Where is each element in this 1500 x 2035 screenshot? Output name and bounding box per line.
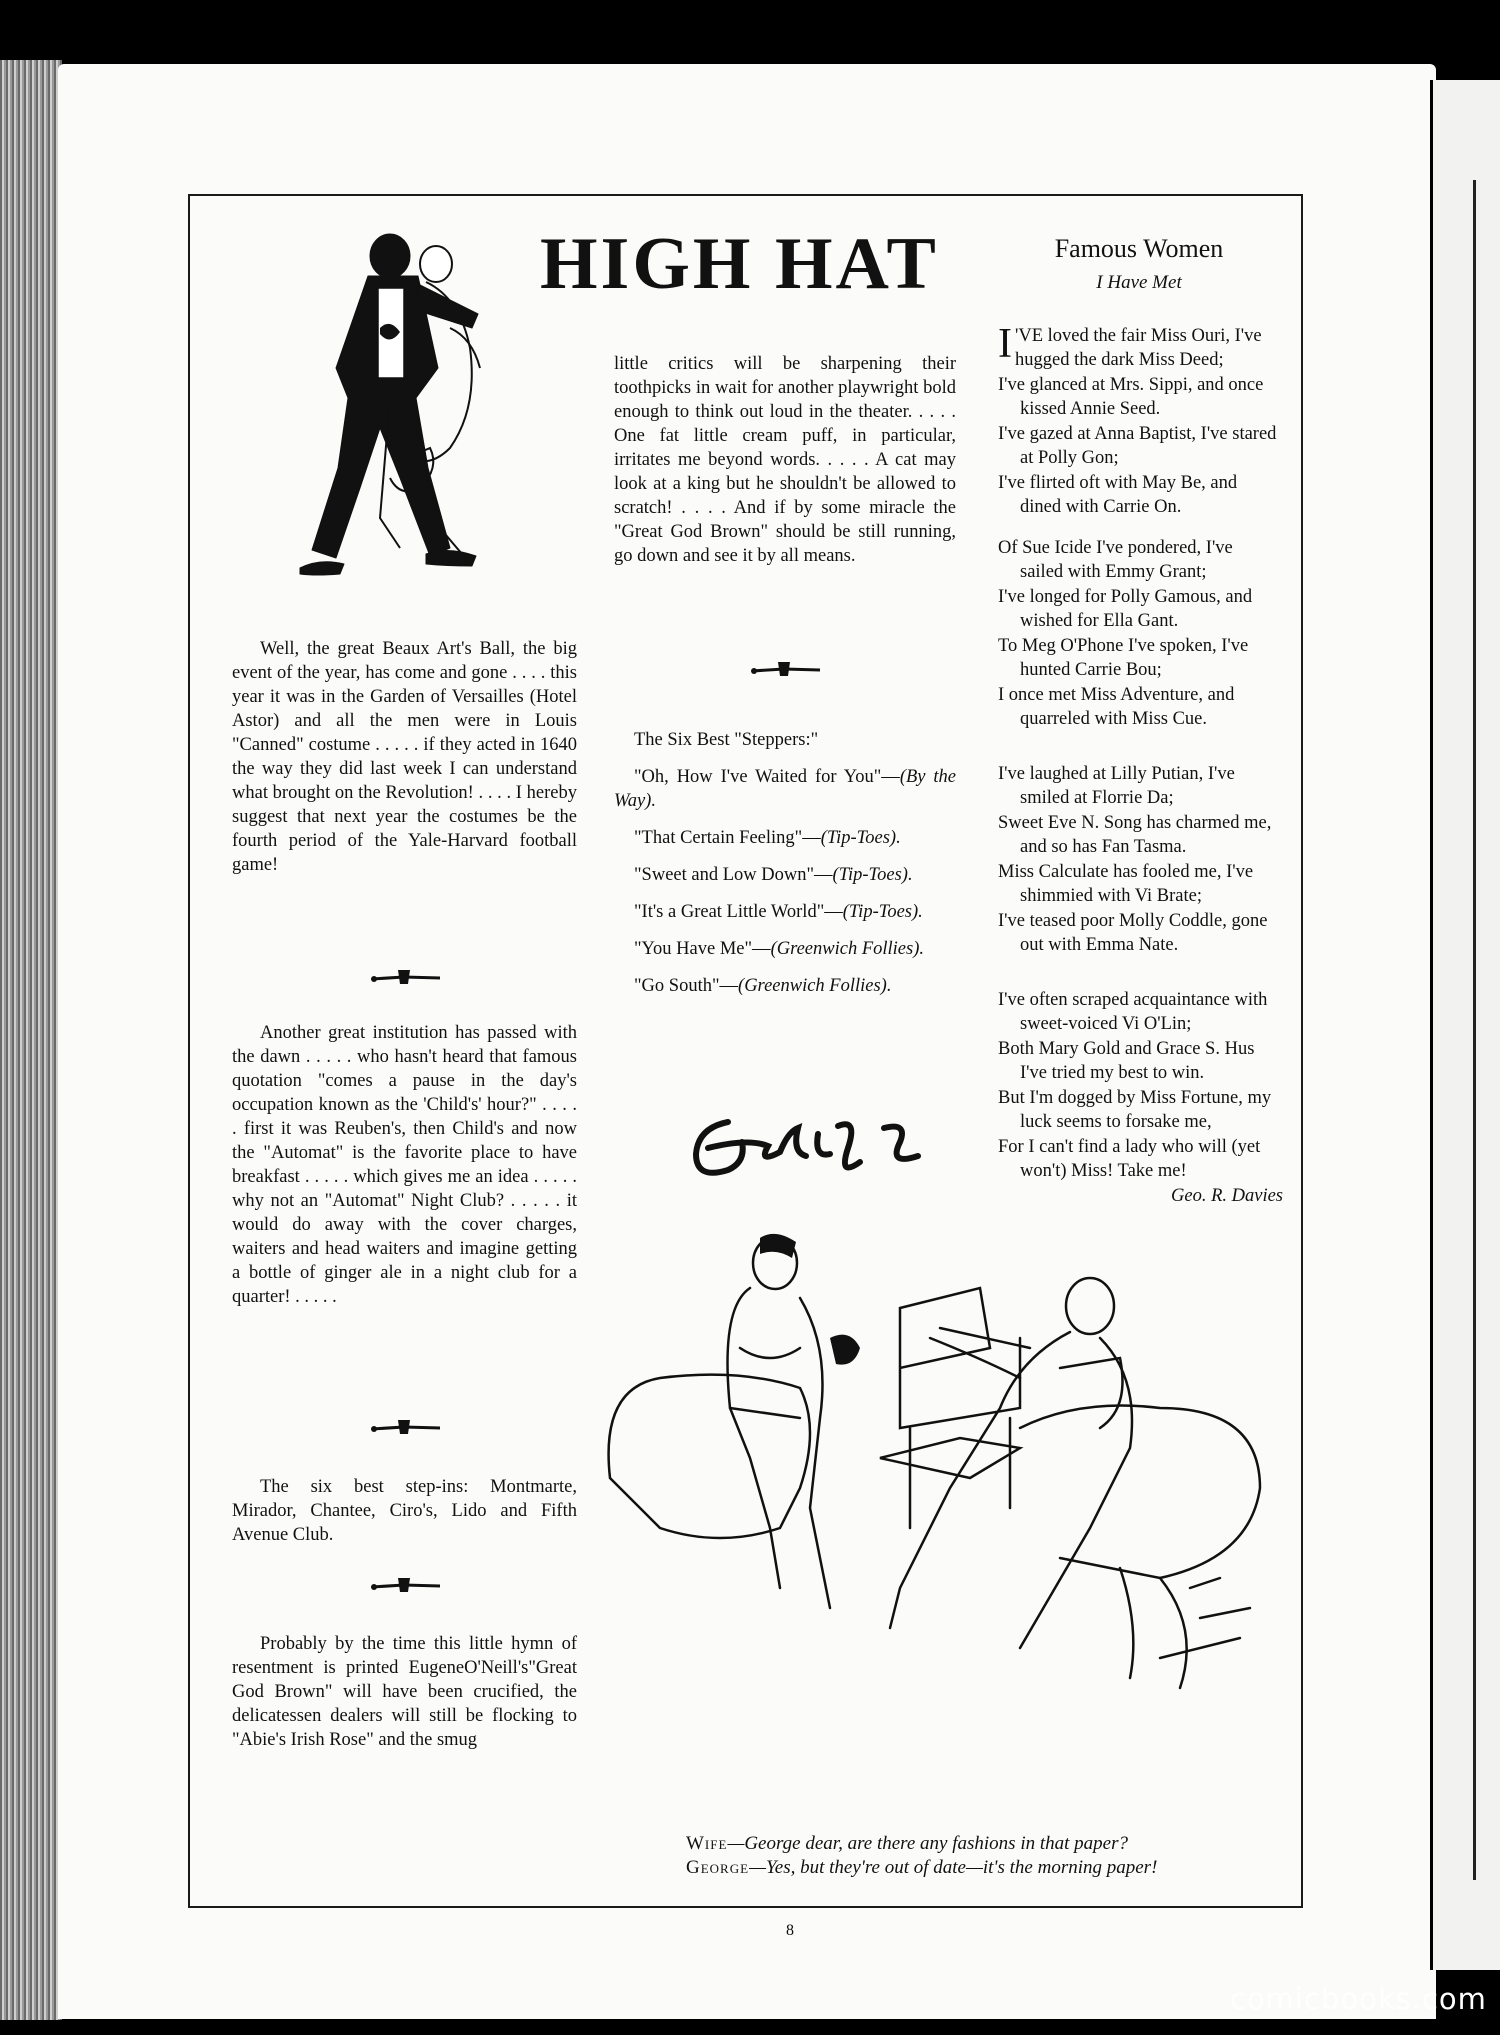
steppers-list xyxy=(614,728,956,998)
book-page-edges xyxy=(0,60,62,2020)
dancing-couple-illustration xyxy=(240,218,540,588)
ornament-divider-icon xyxy=(370,1576,442,1594)
paragraph-continuation: little critics will be sharpening their toothpicks in wait for another playwright bold enough to think out loud in the theater. . . . . One fat little cream puff, in particular, irritates me beyond words. . . . . A cat may look at a king but he shouldn't be allowed to scratch! . . . . And if by some miracle the "Great God Brown" should be still running, go down and see it by all means. xyxy=(614,354,956,566)
list-item: "You Have Me"—(Greenwich Follies). xyxy=(634,939,925,959)
page-title: HIGH HAT xyxy=(540,223,939,305)
ornament-divider-icon xyxy=(370,968,442,986)
list-item: "That Certain Feeling"—(Tip-Toes). xyxy=(634,828,901,848)
drop-cap: I xyxy=(998,321,1012,367)
cartoon-caption-line-2: George—Yes, but they're out of date—it's the morning paper! xyxy=(686,1857,1158,1878)
poem-subtitle: I Have Met xyxy=(1096,272,1182,293)
list-item: "It's a Great Little World"—(Tip-Toes). xyxy=(634,902,923,922)
paragraph-automat: Another great institution has passed with the dawn . . . . . who hasn't heard that famous quotation "comes a pause in the day's occupation known as the 'Child's' hour?" . . . . . first it was Reuben's, then Child's and now the "Automat" is the favorite place to have breakfast . . . . . which gives me an idea . . . . . why not an "Automat" Night Club? . . . . . it would do away with the cover charges, waiters and head waiters and imagine getting a bottle of ginger ale in a night club for a quarter! . . . . . xyxy=(232,1023,577,1307)
poem-stanza-1: I 'VE loved the fair Miss Ouri, I've hugged the dark Miss Deed; I've glanced at Mrs. Sippi, and once kissed Annie Seed. I've gazed at Anna Baptist, I've stared at Polly Gon; I've flirted oft with May Be, and dined with Carrie On. xyxy=(998,321,1277,517)
paragraph-step-ins: The six best step-ins: Montmarte, Mirador, Chantee, Ciro's, Lido and Fifth Avenue Club. xyxy=(232,1477,577,1545)
list-item: "Go South"—(Greenwich Follies). xyxy=(634,976,892,996)
poem-stanza-3: I've laughed at Lilly Putian, I've smiled at Florrie Da; Sweet Eve N. Song has charmed me, and so has Fan Tasma. Miss Calculate has fooled me, I've shimmied with Vi Brate; I've teased poor Molly Coddle, gone out with Emma Nate. xyxy=(998,764,1272,955)
paragraph-great-god-brown: Probably by the time this little hymn of resentment is printed EugeneO'Neill's"Great God Brown" will have been crucified, the delicatessen dealers will still be flocking to "Abie's Irish Rose" and the smug xyxy=(232,1634,577,1750)
poem-stanza-2: Of Sue Icide I've pondered, I've sailed with Emmy Grant; I've longed for Polly Gamous, and wished for Ella Gant. To Meg O'Phone I've spoken, I've hunted Carrie Bou; I once met Miss Adventure, and quarreled with Miss Cue. xyxy=(998,538,1253,729)
couple-cartoon-illustration xyxy=(600,1228,1280,1698)
adjacent-page xyxy=(1430,80,1500,1970)
list-item: "Sweet and Low Down"—(Tip-Toes). xyxy=(634,865,913,885)
cartoon-caption-line-1: Wife—George dear, are there any fashions in that paper? xyxy=(686,1833,1128,1854)
page-number: 8 xyxy=(786,1922,794,1939)
steppers-heading: The Six Best "Steppers:" xyxy=(634,730,819,750)
column-two xyxy=(614,352,956,568)
watermark: comicbooks.com xyxy=(1230,1982,1487,2016)
poem-stanza-4: I've often scraped acquaintance with sweet-voiced Vi O'Lin; Both Mary Gold and Grace S. Hus I've tried my best to win. But I'm dogged by Miss Fortune, my luck seems to forsake me, For I can't find a lady who will (yet won't) Miss! Take me! xyxy=(998,990,1272,1181)
column-one-step-ins xyxy=(232,1475,577,1547)
paragraph-beaux-arts: Well, the great Beaux Art's Ball, the big event of the year, has come and gone . . . . this year it was in the Garden of Versailles (Hotel Astor) and all the men were in Louis "Canned" costume . . . . . if they acted in 1640 the way they did last week I can understand what brought on the Revolution! . . . . I hereby suggest that next year the costumes be the fourth period of the Yale-Harvard football game! xyxy=(232,639,577,875)
column-one-automat xyxy=(232,1021,577,1309)
column-one-great-god-brown xyxy=(232,1632,577,1752)
ornament-divider-icon xyxy=(750,660,822,678)
poem-title: Famous Women xyxy=(1054,234,1224,263)
poem-author: Geo. R. Davies xyxy=(1171,1186,1283,1206)
signature xyxy=(688,1108,938,1188)
ornament-divider-icon xyxy=(370,1418,442,1436)
column-one xyxy=(232,637,577,877)
list-item: "Oh, How I've Waited for You"—(By the Way). xyxy=(614,767,956,811)
